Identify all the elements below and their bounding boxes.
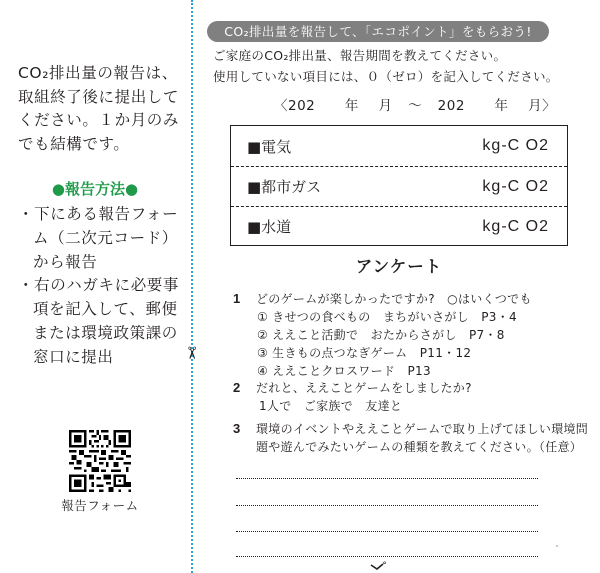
report-row-label: ■電気 [247,137,292,156]
report-method-title: ●報告方法● [51,180,139,198]
eco-point-banner: CO₂排出量を報告して、「エコポイント」をもらおう! [207,21,549,42]
period-month-label: 月 [378,98,393,114]
qr-code-label: 報告フォーム [61,498,139,513]
question-number: 2 [233,380,241,395]
intro-text [18,62,193,156]
answer-line-1[interactable] [236,478,538,479]
report-method-list [18,203,198,370]
fold-mark-icon [370,561,384,569]
survey-question-1 [233,290,532,380]
intro-line: でも結構です。 [18,134,130,153]
question-text: だれと、ええことゲームをしましたか? [256,381,472,395]
question-option[interactable]: 1人で ご家族で 友達と [259,399,403,413]
method-item-postcard-line: または環境政策課の [33,323,178,342]
report-row-unit: kg-C O2 [482,177,549,195]
period-start-prefix: 〈202 [274,98,316,114]
question-option[interactable]: ④ ええことクロスワード P13 [257,364,431,378]
question-text-cont: 題や遊んでみたいゲームの種類を教えてください。（任意） [256,440,583,454]
question-number: 1 [233,291,241,306]
report-row-electricity[interactable] [231,126,567,166]
question-option[interactable]: ① きせつの食べもの まちがいさがし P3・4 [257,310,517,324]
instructions [213,46,559,87]
intro-line: CO₂排出量の報告は、 [18,64,178,82]
intro-line: 取組終了後に提出して [18,87,180,106]
report-row-city-gas[interactable] [231,166,567,206]
period-year-label: 年 [494,98,509,114]
method-item-postcard-line: ・右のハガキに必要事 [18,276,180,295]
instruction-line: 使用していない項目には、０（ゼロ）を記入してください。 [213,68,559,84]
co2-report-table [230,125,568,246]
question-text: 環境のイベントやええことゲームで取り上げてほしい環境問 [256,422,589,436]
period-end-prefix: 202 [437,98,465,114]
survey-question-3 [233,420,589,456]
period-year-label: 年 [344,98,359,114]
method-item-postcard-line: 項を記入して、郵便 [33,300,178,319]
method-item-postcard-line: 窓口に提出 [33,347,114,366]
survey-question-2 [233,379,472,415]
stray-dot [556,545,558,547]
answer-line-2[interactable] [236,505,538,506]
report-row-water[interactable] [231,206,567,246]
scissors-icon: ✂ [181,345,201,361]
cut-line [191,0,193,573]
report-row-label: ■都市ガス [247,178,322,196]
instruction-line: ご家庭のCO₂排出量、報告期間を教えてください。 [213,48,507,63]
report-row-label: ■水道 [247,218,292,236]
survey-title: アンケート [355,257,443,276]
method-item-online-line: ム（二次元コード） [33,228,178,247]
answer-line-4[interactable] [236,556,538,557]
intro-line: ください。１か月のみ [18,111,180,129]
method-item-online-line: から報告 [33,252,98,271]
question-text: どのゲームが楽しかったですか? ○はいくつでも [256,292,532,306]
report-row-unit: kg-C O2 [482,137,549,154]
question-option[interactable]: ③ 生きもの点つなぎゲーム P11・12 [257,346,472,360]
period-tilde: 〜 [408,98,423,114]
question-number: 3 [233,421,241,436]
report-row-unit: kg-C O2 [482,217,549,235]
question-option[interactable]: ② ええこと活動で おたからさがし P7・8 [257,328,505,342]
answer-line-3[interactable] [236,531,538,532]
method-item-online-line: ・下にある報告フォー [18,205,179,223]
qr-code-icon[interactable] [69,430,131,492]
period-month-label: 月〉 [528,98,557,114]
report-period [274,94,556,114]
